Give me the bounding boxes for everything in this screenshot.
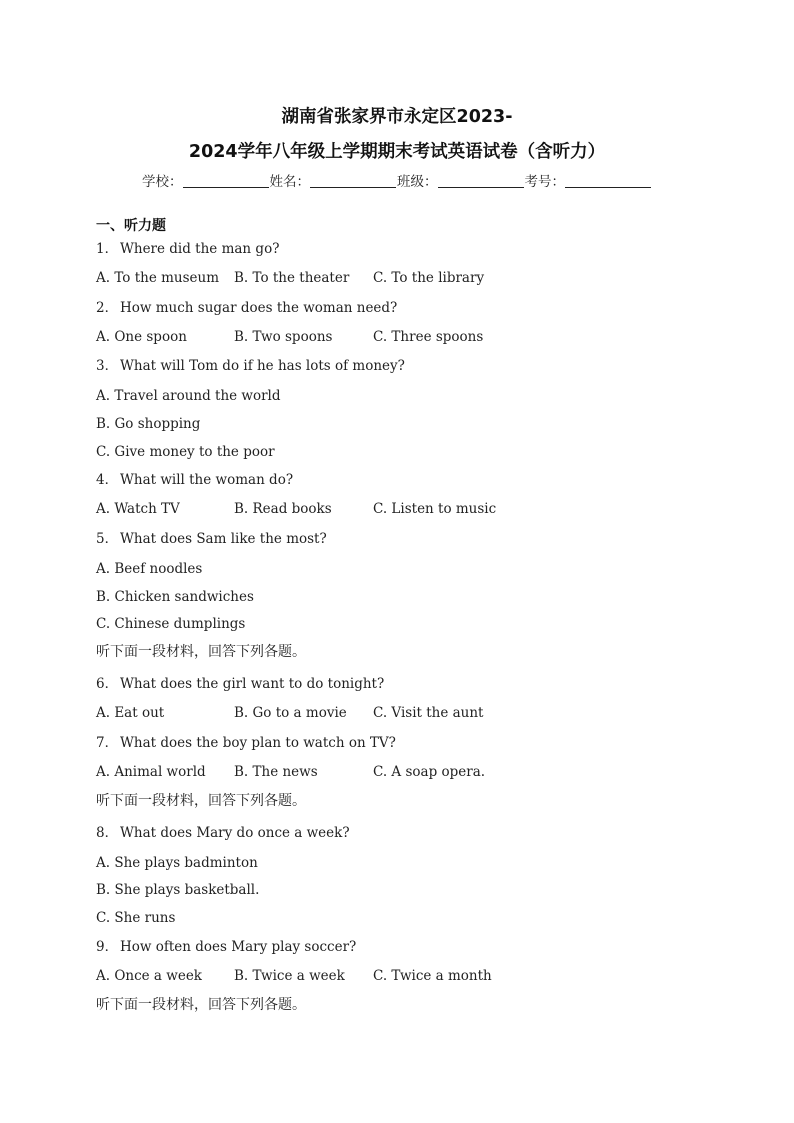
question-4 <box>96 471 293 489</box>
question-6-options <box>96 705 596 723</box>
question-9 <box>96 938 356 956</box>
question-text: What does the girl want to do tonight? <box>120 676 385 692</box>
question-4-options <box>96 501 596 519</box>
option-b[interactable]: B. The news <box>234 764 318 780</box>
option-a[interactable]: A. Once a week <box>96 968 202 984</box>
info-exam-number-blank[interactable] <box>565 174 651 188</box>
question-number: 6． <box>96 676 119 692</box>
option-b[interactable]: B. Go to a movie <box>234 705 347 721</box>
info-exam-number-label: 考号： <box>524 174 565 190</box>
question-text: What will Tom do if he has lots of money? <box>120 358 405 374</box>
info-class-label: 班级： <box>397 174 438 190</box>
question-5 <box>96 530 327 548</box>
info-school-blank[interactable] <box>183 174 269 188</box>
option-c[interactable]: C. Give money to the poor <box>96 444 275 460</box>
exam-title-line-1: 湖南省张家界市永定区2023- <box>281 107 513 127</box>
question-9-options <box>96 968 596 986</box>
section-heading-listening: 一、听力题 <box>96 218 166 234</box>
option-c[interactable]: C. She runs <box>96 910 176 926</box>
option-c[interactable]: C. Visit the aunt <box>373 705 484 721</box>
option-c[interactable]: C. Twice a month <box>373 968 492 984</box>
option-b[interactable]: B. To the theater <box>234 270 350 286</box>
option-b[interactable]: B. Two spoons <box>234 329 333 345</box>
option-a[interactable]: A. Travel around the world <box>96 388 281 404</box>
question-number: 8． <box>96 825 119 841</box>
question-text: What does the boy plan to watch on TV? <box>120 735 396 751</box>
question-1-options <box>96 270 596 288</box>
option-a[interactable]: A. To the museum <box>96 270 220 286</box>
question-number: 1． <box>96 241 119 257</box>
option-b[interactable]: B. She plays basketball. <box>96 882 260 898</box>
question-text: What does Mary do once a week? <box>120 825 350 841</box>
option-a[interactable]: A. Beef noodles <box>96 561 203 577</box>
option-b[interactable]: B. Chicken sandwiches <box>96 589 254 605</box>
question-2 <box>96 299 397 317</box>
option-b[interactable]: B. Go shopping <box>96 416 201 432</box>
question-6 <box>96 675 384 693</box>
info-name <box>270 170 398 190</box>
option-c[interactable]: C. To the library <box>373 270 485 286</box>
listening-instruction: 听下面一段材料，回答下列各题。 <box>96 644 306 660</box>
option-c[interactable]: C. Three spoons <box>373 329 484 345</box>
option-b[interactable]: B. Read books <box>234 501 332 517</box>
question-number: 7． <box>96 735 119 751</box>
option-c[interactable]: C. A soap opera. <box>373 764 486 780</box>
question-7-options <box>96 764 596 782</box>
info-class-blank[interactable] <box>438 174 524 188</box>
option-b[interactable]: B. Twice a week <box>234 968 345 984</box>
option-a[interactable]: A. She plays badminton <box>96 855 258 871</box>
option-a[interactable]: A. One spoon <box>96 329 187 345</box>
question-3 <box>96 357 405 375</box>
question-number: 5． <box>96 531 119 547</box>
option-a[interactable]: A. Watch TV <box>96 501 180 517</box>
info-name-label: 姓名： <box>269 174 310 190</box>
info-school <box>142 170 270 190</box>
question-text: Where did the man go? <box>120 241 280 257</box>
question-7 <box>96 734 396 752</box>
question-2-options <box>96 329 596 347</box>
exam-title-line-2: 2024学年八年级上学期期末考试英语试卷（含听力） <box>188 142 606 162</box>
student-info-row <box>0 170 794 190</box>
question-text: What will the woman do? <box>120 472 294 488</box>
option-a[interactable]: A. Eat out <box>96 705 165 721</box>
option-c[interactable]: C. Listen to music <box>373 501 497 517</box>
question-1 <box>96 240 279 258</box>
option-c[interactable]: C. Chinese dumplings <box>96 616 246 632</box>
question-number: 3． <box>96 358 119 374</box>
question-text: How much sugar does the woman need? <box>120 300 398 316</box>
question-number: 2． <box>96 300 119 316</box>
info-name-blank[interactable] <box>310 174 396 188</box>
option-a[interactable]: A. Animal world <box>96 764 206 780</box>
listening-instruction: 听下面一段材料，回答下列各题。 <box>96 793 306 809</box>
listening-instruction: 听下面一段材料，回答下列各题。 <box>96 997 306 1013</box>
question-text: What does Sam like the most? <box>120 531 327 547</box>
info-school-label: 学校： <box>142 174 183 190</box>
info-exam-number <box>525 170 653 190</box>
question-number: 4． <box>96 472 119 488</box>
question-text: How often does Mary play soccer? <box>120 939 357 955</box>
question-number: 9． <box>96 939 119 955</box>
question-8 <box>96 824 350 842</box>
info-class <box>397 170 525 190</box>
